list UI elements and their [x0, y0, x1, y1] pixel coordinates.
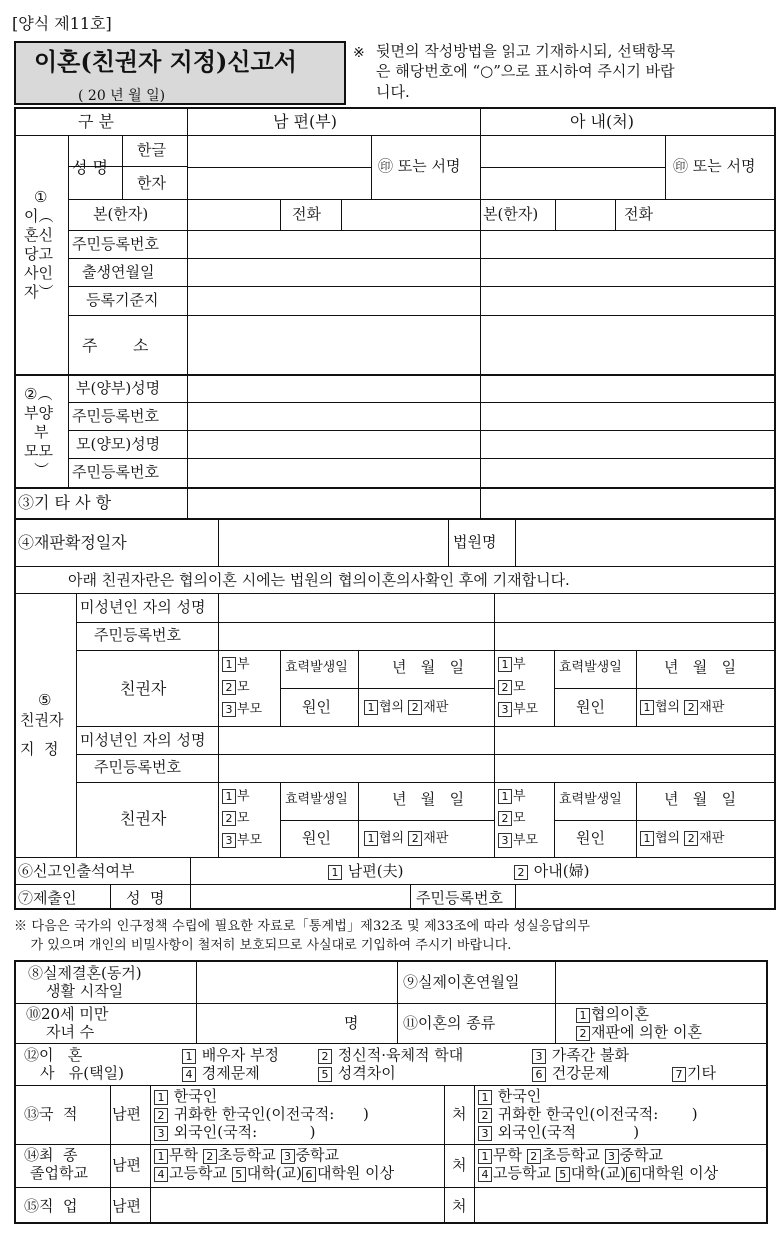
s12-opt-1[interactable]: 1 배우자 부정 [182, 1048, 279, 1064]
s12-opt-4[interactable]: 4 경제문제 [182, 1066, 260, 1082]
s11-opt-2[interactable]: 2 재판에 의한 이혼 [576, 1025, 702, 1041]
submitter-label: ⑦제출인 [18, 889, 77, 907]
s8-label-2: 생활 시작일 [46, 982, 124, 1000]
s9-label: ⑨실제이혼연월일 [403, 973, 520, 991]
s13-h-opt-1[interactable]: 1 한국인 [154, 1089, 217, 1105]
ymd-label: 년 월 일 [392, 658, 465, 676]
cause-options[interactable]: 1 협의 2 재판 [640, 700, 724, 715]
col-wife: 아 내(처) [570, 112, 634, 131]
opt-mother[interactable]: 2 모 [222, 811, 250, 826]
judgment-date-label: ④재판확정일자 [18, 533, 127, 552]
s15-label: ⑮직 업 [24, 1197, 78, 1215]
stat-note-line-1: ※ 다음은 국가의 인구정책 수립에 필요한 자료로「통계법」제32조 및 제33조에 따라 성실응답의무 [14, 919, 591, 934]
s11-opt-1[interactable]: 1 협의이혼 [576, 1007, 649, 1023]
s8-label-1: ⑧실제결혼(동거) [28, 964, 142, 982]
s10-unit: 명 [344, 1014, 359, 1032]
s13-w-opt-2[interactable]: 2 귀화한 한국인(이전국적: ) [478, 1107, 698, 1123]
col-category: 구 분 [78, 112, 114, 131]
s13-label: ⑬국 적 [24, 1105, 78, 1123]
stats-table [14, 960, 768, 1224]
opt-mother[interactable]: 2 모 [498, 680, 526, 695]
cause-label: 원인 [576, 698, 605, 716]
ymd-label: 년 월 일 [392, 790, 465, 808]
note-line-2: 은 해당번호에 “○”으로 표시하여 주시기 바랍 [376, 62, 675, 80]
origin-label: 본(한자) [93, 205, 149, 223]
s12-opt-6[interactable]: 6 건강문제 [532, 1066, 610, 1082]
attendance-wife[interactable]: 2 아내(婦) [514, 864, 589, 880]
registry-label: 등록기준지 [86, 291, 159, 309]
attendance-husband[interactable]: 1 남편(夫) [328, 864, 403, 880]
s12-opt-5[interactable]: 5 성격차이 [318, 1066, 396, 1082]
effective-date-label: 효력발생일 [559, 792, 622, 807]
custodian-label-2: 친권자 [120, 809, 167, 828]
ymd-label: 년 월 일 [664, 790, 737, 808]
s13-wife: 처 [452, 1105, 467, 1123]
phone-label: 전화 [292, 205, 321, 223]
opt-both[interactable]: 3 부모 [222, 833, 262, 848]
husband-name-hanja-input[interactable] [190, 170, 372, 198]
stat-note-line-2: 가 있으며 개인의 비밀사항이 철저히 보호되므로 사실대로 기입하여 주시기 바랍니다. [14, 938, 512, 953]
other-matters-label: ③기 타 사 항 [18, 493, 112, 512]
cause-label: 원인 [302, 829, 331, 847]
note-line-3: 니다. [376, 83, 410, 101]
minor-name-label-1: 미성년인 자의 성명 [80, 598, 206, 616]
s14-label-1: ⑭최 종 [24, 1146, 78, 1164]
note-line-1: 뒷면의 작성방법을 읽고 기재하시되, 선택항목 [376, 42, 676, 60]
cause-label: 원인 [302, 698, 331, 716]
minor-rrn-label-2: 주민등록번호 [94, 758, 181, 776]
date-line: ( 20 년 월 일) [78, 88, 166, 104]
cause-options[interactable]: 1 협의 2 재판 [364, 831, 448, 846]
s10-label-1: ⑩20세 미만 [26, 1005, 109, 1023]
address-label: 주 소 [82, 336, 149, 355]
form-number: [양식 제11호] [12, 14, 112, 33]
s15-husband: 남편 [112, 1197, 141, 1215]
opt-father[interactable]: 1 부 [498, 657, 526, 672]
opt-both[interactable]: 3 부모 [222, 702, 262, 717]
s15-wife: 처 [452, 1197, 467, 1215]
wife-origin-label: 본(한자) [483, 205, 539, 223]
father-name-label: 부(양부)성명 [76, 379, 161, 397]
husband-name-hangul-input[interactable] [190, 138, 372, 166]
name-label: 성 명 [72, 158, 108, 177]
cause-options[interactable]: 1 협의 2 재판 [364, 700, 448, 715]
cause-options[interactable]: 1 협의 2 재판 [640, 831, 724, 846]
attendance-label: ⑥신고인출석여부 [18, 862, 135, 880]
opt-both[interactable]: 3 부모 [498, 833, 538, 848]
s11-label: ⑪이혼의 종류 [403, 1014, 496, 1032]
wife-name-hangul-input[interactable] [483, 138, 666, 166]
s13-husband: 남편 [112, 1105, 141, 1123]
s12-opt-2[interactable]: 2 정신적·육체적 학대 [318, 1048, 463, 1064]
opt-father[interactable]: 1 부 [498, 789, 526, 804]
s14-h-row2[interactable]: 4 고등학교 5 대학(교) 6 대학원 이상 [154, 1166, 394, 1182]
s14-w-row1[interactable]: 1 무학 2 초등학교 3 중학교 [478, 1148, 663, 1164]
cause-label: 원인 [576, 829, 605, 847]
hanja-label: 한자 [137, 174, 166, 192]
s14-husband: 남편 [112, 1156, 141, 1174]
effective-date-label: 효력발생일 [559, 660, 622, 675]
mother-rrn-label: 주민등록번호 [72, 463, 159, 481]
s10-label-2: 자녀 수 [46, 1023, 95, 1041]
s13-h-opt-3[interactable]: 3 외국인(국적: ) [154, 1125, 315, 1141]
opt-father[interactable]: 1 부 [222, 657, 250, 672]
s12-label-2: 사 유(택일) [40, 1064, 124, 1082]
seal-icon: ㊞ [378, 157, 394, 175]
husband-seal[interactable]: ㊞ 또는 서명 [378, 157, 461, 175]
minor-rrn-label-1: 주민등록번호 [94, 626, 181, 644]
s14-label-2: 졸업학교 [30, 1164, 88, 1182]
birth-label: 출생연월일 [82, 263, 155, 281]
father-rrn-label: 주민등록번호 [72, 407, 159, 425]
title-box [14, 41, 346, 105]
wife-seal[interactable]: ㊞ 또는 서명 [673, 157, 756, 175]
s12-opt-7[interactable]: 7 기타 [672, 1066, 716, 1082]
page-title: 이혼(친권자 지정)신고서 [34, 47, 297, 76]
ymd-label: 년 월 일 [664, 658, 737, 676]
s13-h-opt-2[interactable]: 2 귀화한 한국인(이전국적: ) [154, 1107, 369, 1123]
opt-mother[interactable]: 2 모 [222, 680, 250, 695]
mother-name-label: 모(양모)성명 [76, 435, 161, 453]
s14-w-row2[interactable]: 4 고등학교 5 대학(교) 6 대학원 이상 [478, 1166, 718, 1182]
s12-label-1: ⑫이 혼 [24, 1046, 83, 1064]
hangul-label: 한글 [137, 141, 166, 159]
opt-both[interactable]: 3 부모 [498, 702, 538, 717]
s14-h-row1[interactable]: 1 무학 2 초등학교 3 중학교 [154, 1148, 339, 1164]
note-mark: ※ [353, 45, 365, 61]
opt-father[interactable]: 1 부 [222, 789, 250, 804]
minor-name-label-2: 미성년인 자의 성명 [80, 731, 206, 749]
s13-w-opt-3[interactable]: 3 외국인(국적 ) [478, 1125, 639, 1141]
s13-w-opt-1[interactable]: 1 한국인 [478, 1089, 541, 1105]
submitter-name-label: 성 명 [126, 889, 165, 907]
s12-opt-3[interactable]: 3 가족간 불화 [532, 1048, 629, 1064]
opt-mother[interactable]: 2 모 [498, 811, 526, 826]
court-label: 법원명 [453, 533, 497, 551]
col-husband: 남 편(부) [273, 112, 337, 131]
submitter-rrn-label: 주민등록번호 [416, 889, 503, 907]
seal-icon: ㊞ [673, 157, 689, 175]
custody-note: 아래 친권자란은 협의이혼 시에는 법원의 협의이혼의사확인 후에 기재합니다. [68, 571, 570, 589]
effective-date-label: 효력발생일 [285, 792, 348, 807]
custodian-label-1: 친권자 [120, 679, 167, 698]
s14-wife: 처 [452, 1156, 467, 1174]
rrn-label: 주민등록번호 [72, 235, 159, 253]
wife-phone-label: 전화 [624, 205, 653, 223]
wife-name-hanja-input[interactable] [483, 170, 666, 198]
effective-date-label: 효력발생일 [285, 660, 348, 675]
